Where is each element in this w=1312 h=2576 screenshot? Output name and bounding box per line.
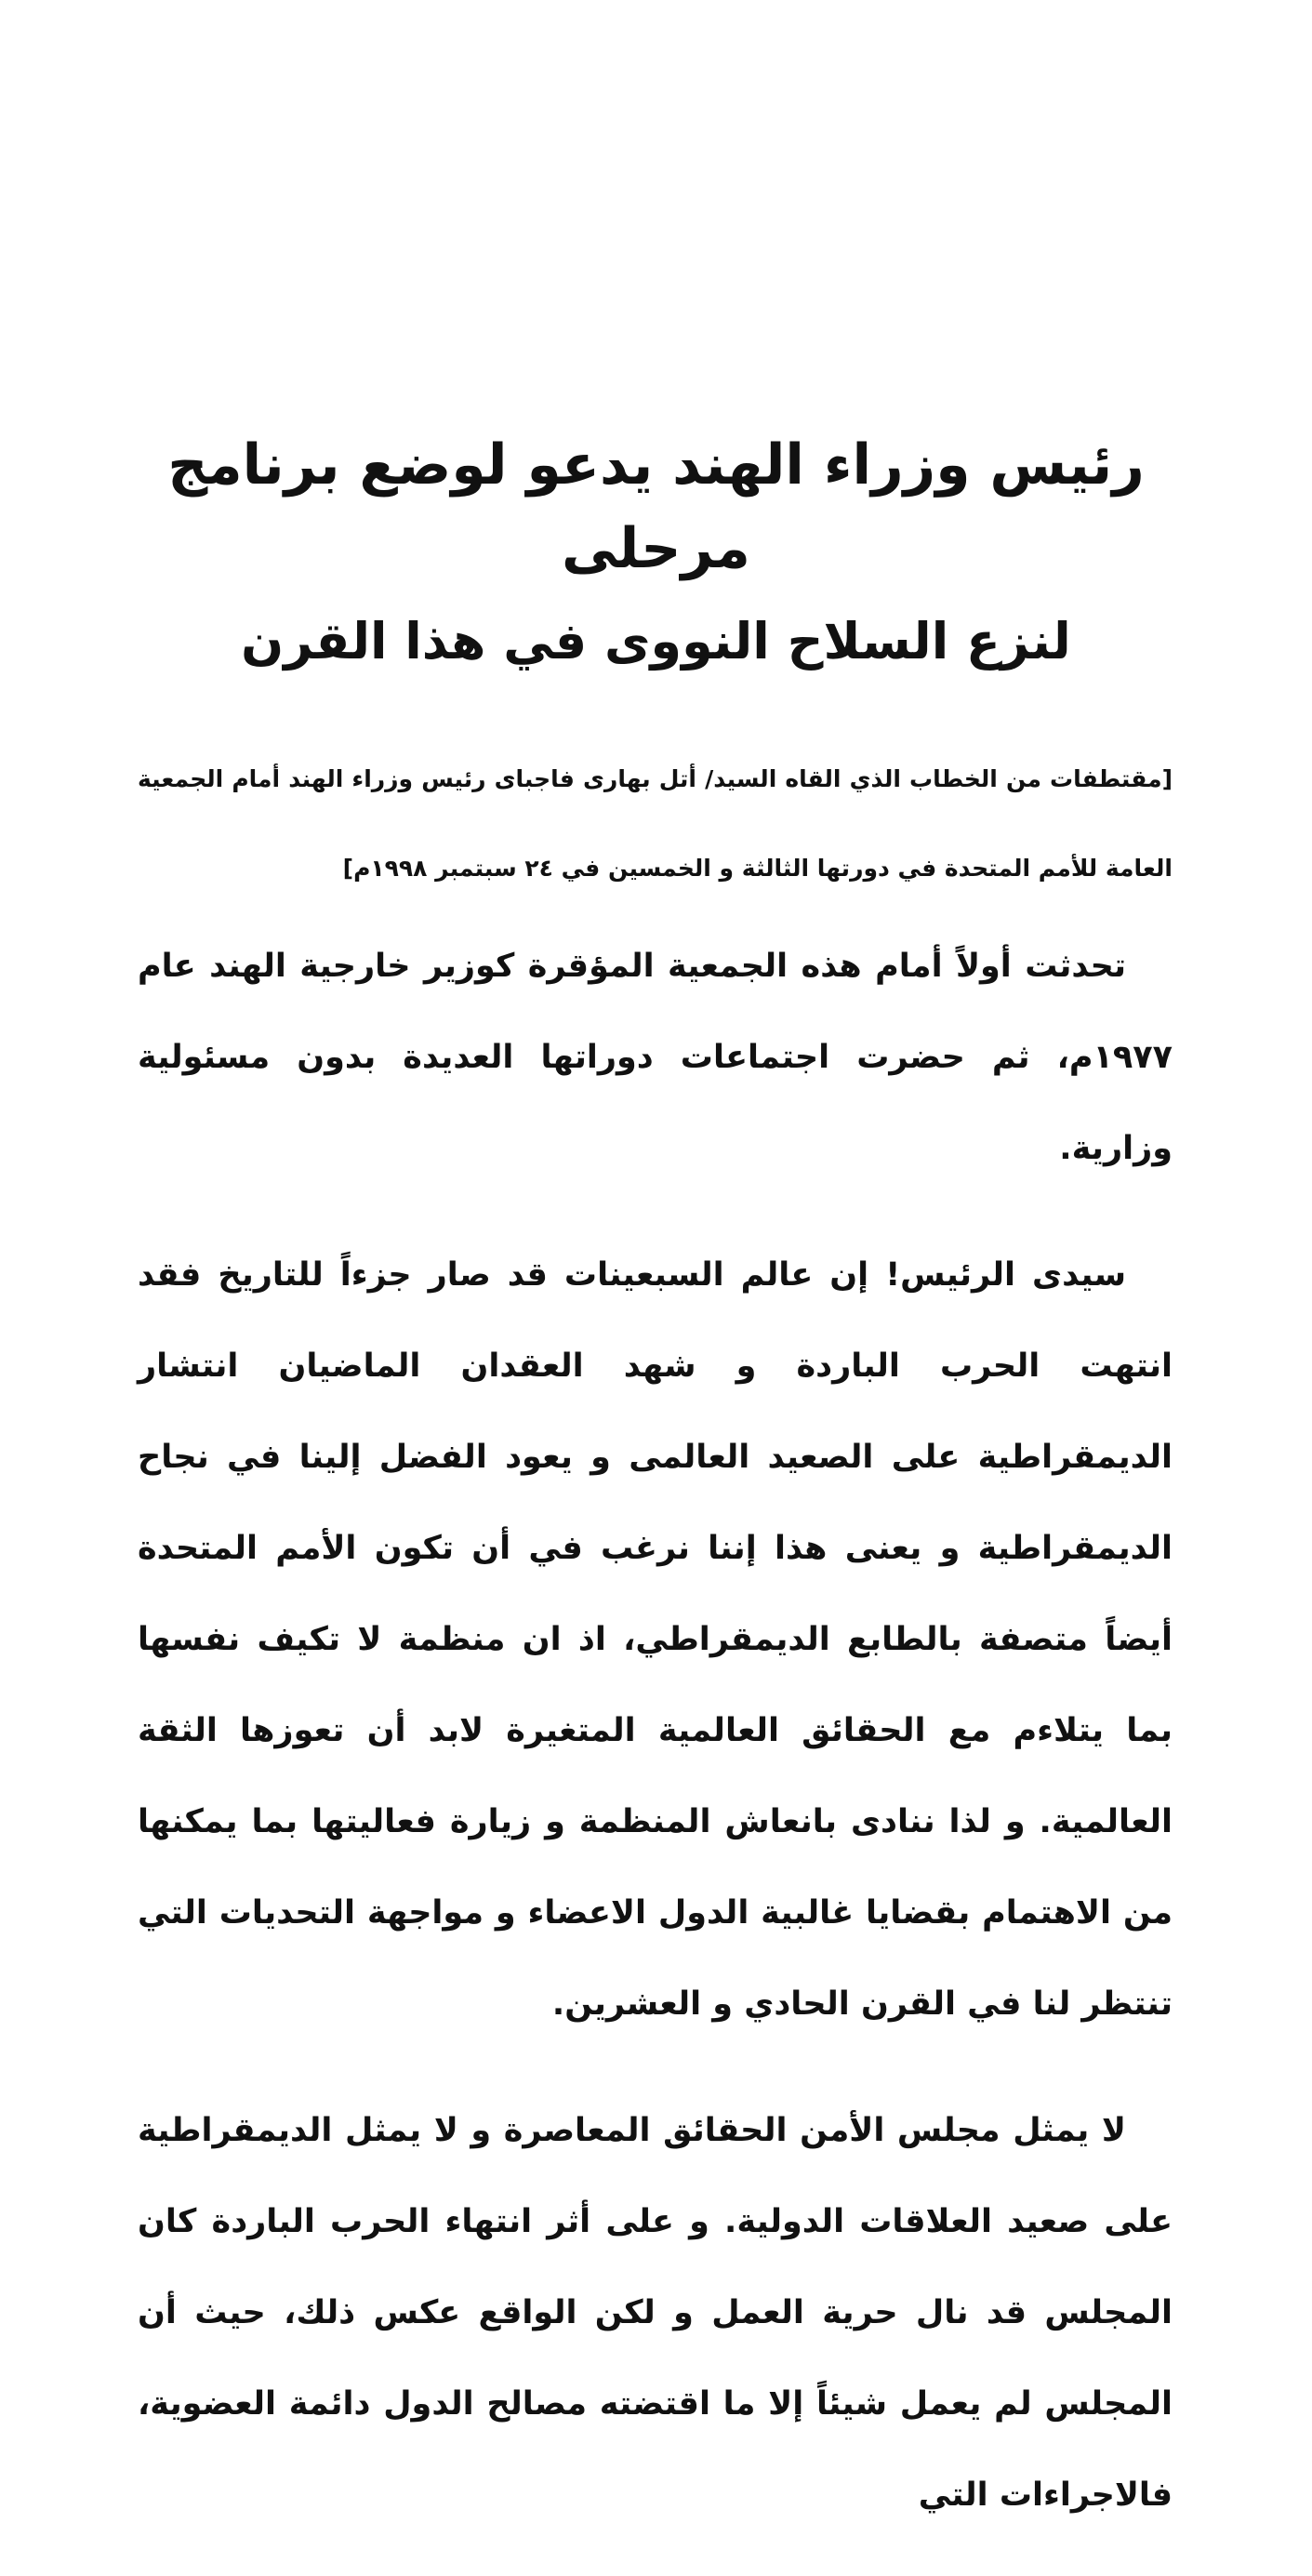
paragraph: تحدثت أولاً أمام هذه الجمعية المؤقرة كوزير خارجية الهند عام ١٩٧٧م، ثم حضرت اجتماعات دوراتها العديدة بدون مسئولية وزارية. xyxy=(138,948,1173,1167)
title-line-2: لنزع السلاح النووى في هذا القرن xyxy=(241,612,1071,671)
article-title xyxy=(149,423,1163,684)
article-body xyxy=(138,921,1173,2576)
title-line-1: رئيس وزراء الهند يدعو لوضع برنامج مرحلى xyxy=(167,432,1145,581)
paragraph: لا يمثل مجلس الأمن الحقائق المعاصرة و لا يمثل الديمقراطية على صعيد العلاقات الدولية. و على أثر انتهاء الحرب الباردة كان المجلس قد نال حرية العمل و لكن الواقع عكس ذلك، حيث أن المجلس لم يعمل شيئاً إلا ما اقتضته مصالح الدول دائمة العضوية، فالاجراءات التي xyxy=(138,2112,1173,2514)
intro-note: [مقتطفات من الخطاب الذي القاه السيد/ أتل بهارى فاجباى رئيس وزراء الهند أمام الجمعية العامة للأمم المتحدة في دورتها الثالثة و الخمسين في ٢٤ سبتمبر ١٩٩٨م] xyxy=(138,765,1173,882)
paragraph: سيدى الرئيس! إن عالم السبعينات قد صار جزءاً للتاريخ فقد انتهت الحرب الباردة و شهد العقدان الماضيان انتشار الديمقراطية على الصعيد العالمى و يعود الفضل إلينا في نجاح الديمقراطية و يعنى هذا إننا نرغب في أن تكون الأمم المتحدة أيضاً متصفة بالطابع الديمقراطي، اذ ان منظمة لا تكيف نفسها بما يتلاءم مع الحقائق العالمية المتغيرة لابد أن تعوزها الثقة العالمية. و لذا ننادى بانعاش المنظمة و زيارة فعاليتها بما يمكنها من الاهتمام بقضايا غالبية الدول الاعضاء و مواجهة التحديات التي تنتظر لنا في القرن الحادي و العشرين. xyxy=(138,1256,1173,2023)
